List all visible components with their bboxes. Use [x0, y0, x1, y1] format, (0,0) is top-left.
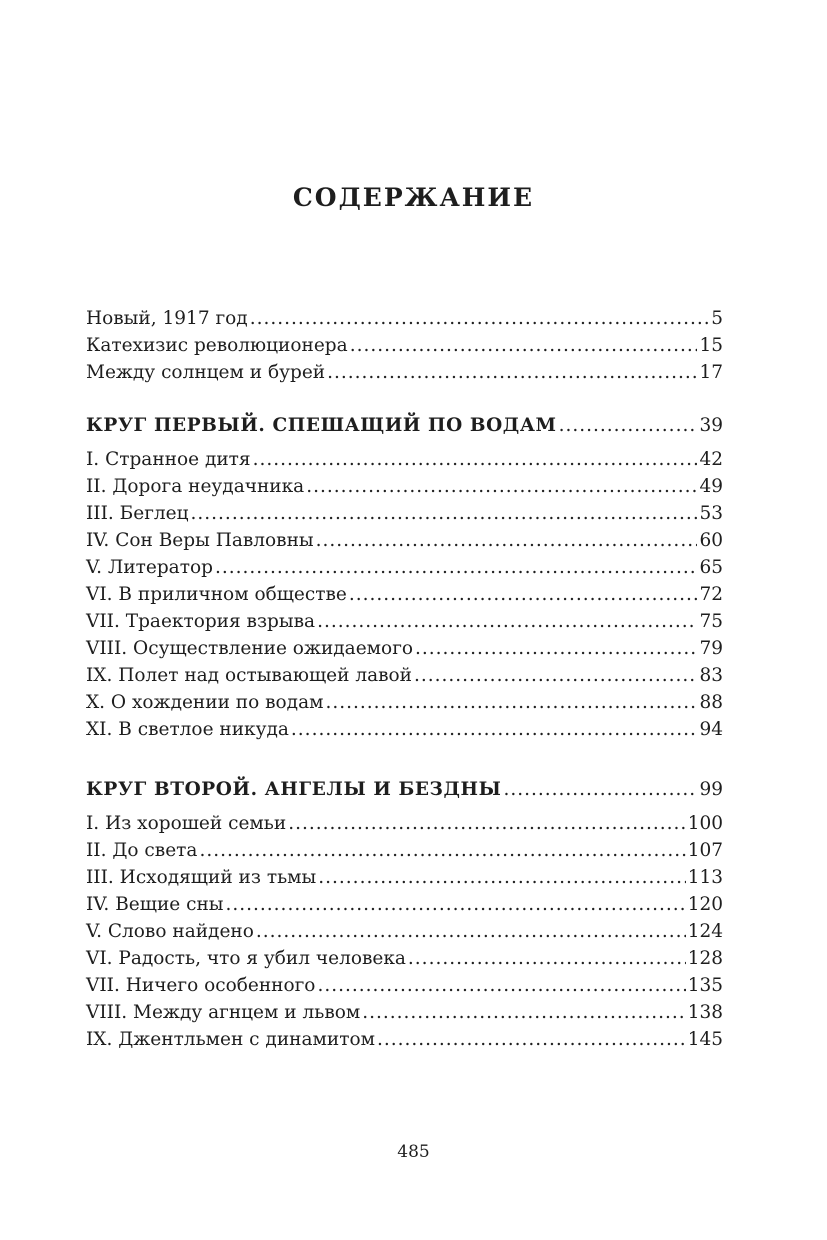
dot-leader: [226, 891, 686, 918]
dot-leader: [326, 689, 698, 716]
toc-chapter-title: VI. В приличном обществе: [86, 584, 347, 605]
toc-chapter-page: 100: [687, 813, 723, 834]
toc-chapter-title: XI. В светлое никуда: [86, 719, 289, 740]
page-number: 485: [397, 1142, 430, 1162]
toc-chapter-page: 94: [699, 719, 723, 740]
toc-chapter: [86, 473, 723, 500]
dot-leader: [408, 945, 686, 972]
toc-chapter-title: V. Слово найдено: [86, 921, 254, 942]
toc-part-page: 39: [699, 415, 723, 436]
toc-chapter: [86, 891, 723, 918]
toc-part-heading: [86, 776, 723, 803]
toc-chapter: [86, 689, 723, 716]
dot-leader: [250, 305, 710, 332]
toc-chapter: [86, 999, 723, 1026]
toc-part-heading: [86, 412, 723, 439]
dot-leader: [350, 332, 698, 359]
dot-leader: [503, 776, 697, 803]
toc-chapter-title: VII. Траектория взрыва: [86, 611, 316, 632]
toc-chapter-page: 135: [687, 975, 723, 996]
toc-chapter: [86, 662, 723, 689]
toc-part-page: 99: [699, 779, 723, 800]
toc-chapter-page: 49: [699, 476, 723, 497]
dot-leader: [318, 864, 685, 891]
dot-leader: [559, 412, 698, 439]
toc-chapter-page: 128: [687, 948, 723, 969]
toc-chapter-page: 83: [699, 665, 723, 686]
toc-chapter-page: 79: [699, 638, 723, 659]
toc-entry-title: Между солнцем и бурей: [86, 362, 326, 383]
toc-entry-page: 5: [711, 308, 723, 329]
dot-leader: [191, 500, 698, 527]
toc-chapter-title: VI. Радость, что я убил человека: [86, 948, 406, 969]
toc-chapter-title: VII. Ничего особенного: [86, 975, 316, 996]
toc-chapter-page: 65: [699, 557, 723, 578]
toc-chapter-page: 42: [699, 449, 723, 470]
toc-chapter: [86, 446, 723, 473]
toc-chapter-page: 88: [699, 692, 723, 713]
toc-chapter: [86, 1026, 723, 1053]
toc-chapter-title: V. Литератор: [86, 557, 213, 578]
dot-leader: [253, 446, 698, 473]
toc-chapter: [86, 500, 723, 527]
toc-chapter: [86, 837, 723, 864]
page-title: СОДЕРЖАНИЕ: [292, 183, 535, 212]
dot-leader: [316, 527, 698, 554]
toc-chapter-page: 107: [687, 840, 723, 861]
toc-entry-page: 17: [699, 362, 723, 383]
toc-chapter-page: 124: [687, 921, 723, 942]
toc-chapter: [86, 554, 723, 581]
toc-chapter: [86, 918, 723, 945]
toc-chapter-page: 138: [687, 1002, 723, 1023]
toc-chapter-page: 75: [699, 611, 723, 632]
toc-entry-title: Катехизис революционера: [86, 335, 348, 356]
toc-chapter-title: X. О хождении по водам: [86, 692, 324, 713]
dot-leader: [291, 716, 698, 743]
toc-chapter: [86, 581, 723, 608]
dot-leader: [415, 635, 697, 662]
dot-leader: [317, 972, 685, 999]
toc-chapter-title: II. Дорога неудачника: [86, 476, 305, 497]
dot-leader: [256, 918, 686, 945]
dot-leader: [288, 810, 686, 837]
toc-chapter: [86, 864, 723, 891]
toc-part-title: КРУГ ПЕРВЫЙ. СПЕШАЩИЙ ПО ВОДАМ: [86, 415, 557, 436]
toc-chapter-page: 53: [699, 503, 723, 524]
dot-leader: [362, 999, 685, 1026]
dot-leader: [306, 473, 697, 500]
toc-chapter-page: 145: [687, 1029, 723, 1050]
toc-entry: [86, 359, 723, 386]
dot-leader: [414, 662, 697, 689]
toc-chapter: [86, 716, 723, 743]
toc-entry-title: Новый, 1917 год: [86, 308, 248, 329]
toc-chapter-title: IV. Вещие сны: [86, 894, 224, 915]
toc-entry: [86, 332, 723, 359]
dot-leader: [327, 359, 697, 386]
toc-chapter-title: IX. Джентльмен с динамитом: [86, 1029, 375, 1050]
toc-chapter-title: IX. Полет над остывающей лавой: [86, 665, 412, 686]
dot-leader: [349, 581, 698, 608]
dot-leader: [377, 1026, 686, 1053]
dot-leader: [317, 608, 697, 635]
toc-chapter: [86, 972, 723, 999]
toc-chapter-page: 113: [687, 867, 723, 888]
toc-chapter-title: I. Из хорошей семьи: [86, 813, 287, 834]
toc-chapter-page: 60: [699, 530, 723, 551]
toc-chapter-title: VIII. Осуществление ожидаемого: [86, 638, 414, 659]
toc-entry: [86, 305, 723, 332]
toc-chapter: [86, 635, 723, 662]
toc-chapter-title: VIII. Между агнцем и львом: [86, 1002, 361, 1023]
toc-chapter-page: 72: [699, 584, 723, 605]
toc-chapter-page: 120: [687, 894, 723, 915]
toc-chapter-title: II. До света: [86, 840, 198, 861]
toc-chapter-title: III. Беглец: [86, 503, 189, 524]
toc-chapter: [86, 527, 723, 554]
dot-leader: [199, 837, 685, 864]
toc-chapter: [86, 945, 723, 972]
dot-leader: [215, 554, 698, 581]
toc-part-title: КРУГ ВТОРОЙ. АНГЕЛЫ И БЕЗДНЫ: [86, 779, 502, 800]
toc-entry-page: 15: [699, 335, 723, 356]
toc-chapter: [86, 608, 723, 635]
toc-chapter-title: III. Исходящий из тьмы: [86, 867, 317, 888]
toc-chapter-title: IV. Сон Веры Павловны: [86, 530, 314, 551]
toc-chapter: [86, 810, 723, 837]
toc-chapter-title: I. Странное дитя: [86, 449, 251, 470]
